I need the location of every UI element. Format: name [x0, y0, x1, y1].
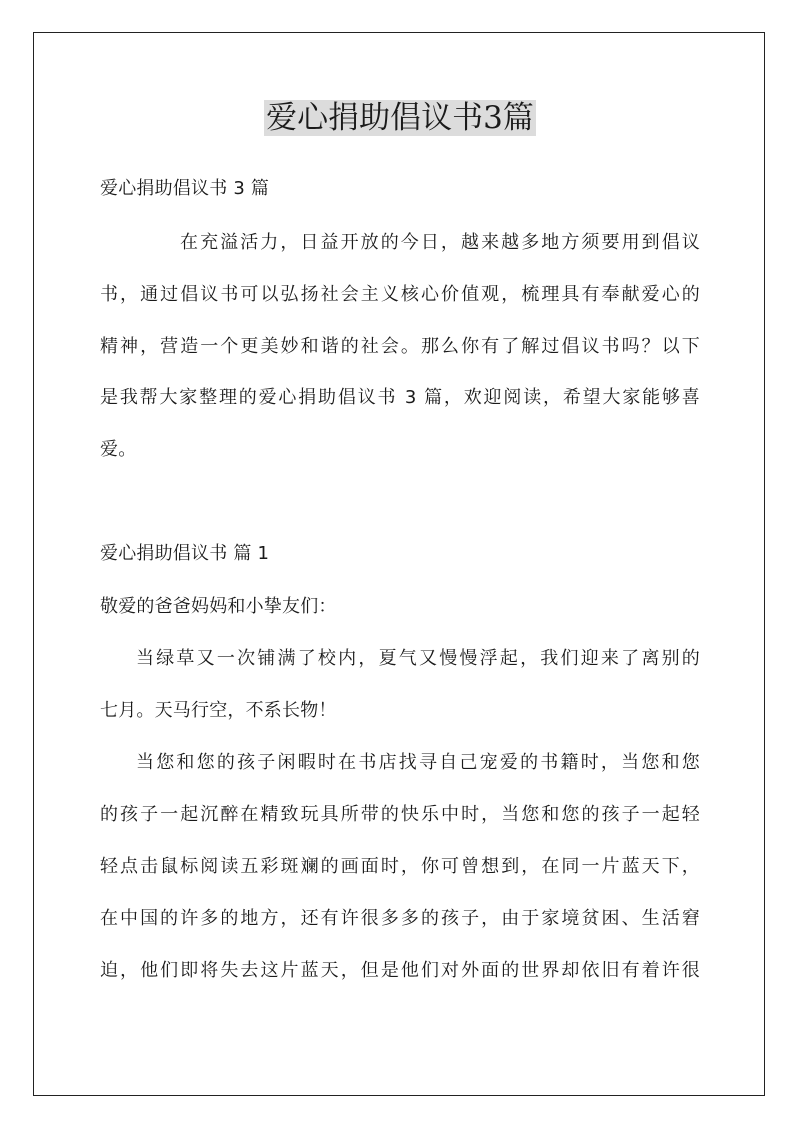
subtitle: 爱心捐助倡议书 3 篇: [100, 178, 270, 199]
intro-line-3: 精神，营造一个更美妙和谐的社会。那么你有了解过倡议书吗？以下: [100, 336, 700, 357]
para2-line-2: 的孩子一起沉醉在精致玩具所带的快乐中时，当您和您的孩子一起轻: [100, 804, 700, 825]
document-title: [0, 96, 800, 140]
para1-line-1: 当绿草又一次铺满了校内，夏气又慢慢浮起，我们迎来了离别的: [136, 648, 700, 669]
title-text: 爱心捐助倡议书3篇: [266, 100, 534, 136]
para1-line-2: 七月。天马行空，不系长物！: [100, 700, 337, 721]
para2-line-3: 轻点击鼠标阅读五彩斑斓的画面时，你可曾想到，在同一片蓝天下，: [100, 856, 700, 877]
intro-line-1: 在充溢活力，日益开放的今日，越来越多地方须要用到倡议: [180, 232, 700, 253]
intro-line-2: 书，通过倡议书可以弘扬社会主义核心价值观，梳理具有奉献爱心的: [100, 284, 700, 305]
para2-line-1: 当您和您的孩子闲暇时在书店找寻自己宠爱的书籍时，当您和您: [136, 752, 700, 773]
para2-line-4: 在中国的许多的地方，还有许很多多的孩子，由于家境贫困、生活窘: [100, 908, 700, 929]
intro-line-5: 爱。: [100, 439, 137, 460]
salutation: 敬爱的爸爸妈妈和小挚友们：: [100, 596, 337, 617]
para2-line-5: 迫，他们即将失去这片蓝天，但是他们对外面的世界却依旧有着许很: [100, 960, 700, 981]
section-heading: 爱心捐助倡议书 篇 1: [100, 543, 270, 564]
intro-line-4: 是我帮大家整理的爱心捐助倡议书 3 篇，欢迎阅读，希望大家能够喜: [100, 387, 700, 408]
